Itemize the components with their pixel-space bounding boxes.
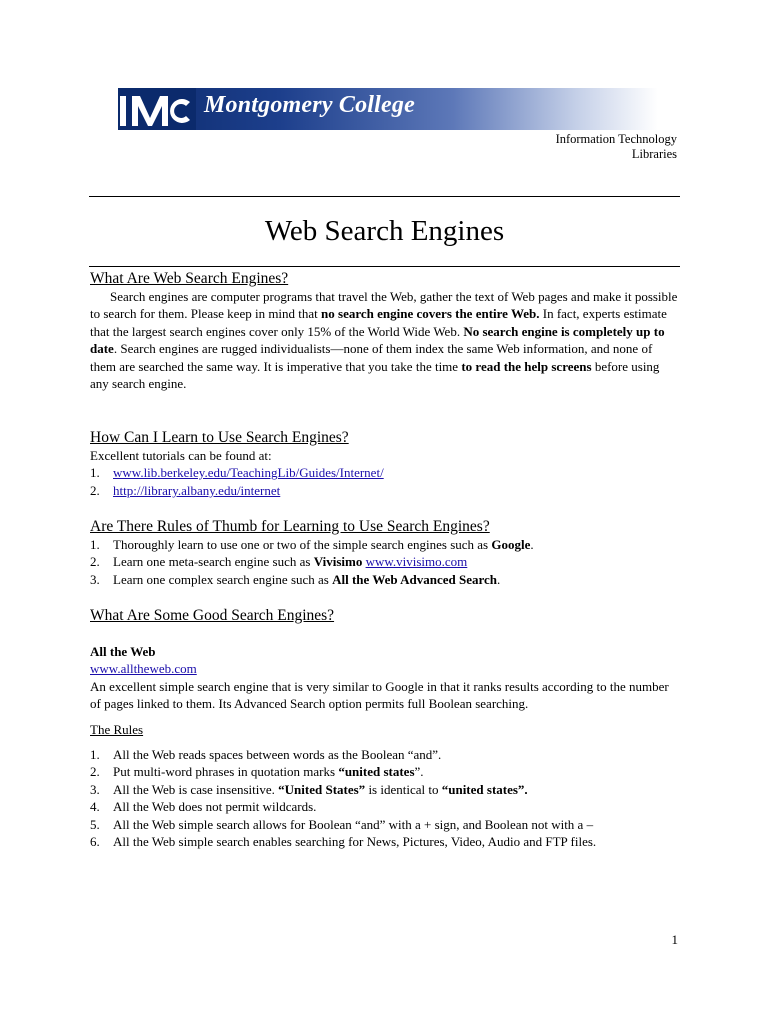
emphasis-text: Vivisimo [313,554,363,570]
title-rule-top [89,196,680,197]
intro-paragraph [90,288,680,392]
list-item [90,553,680,570]
engine-rules-list [90,746,680,850]
department-line-1: Information Technology [555,132,677,146]
emphasis-text: to read the help screens [461,358,592,374]
department-line-2: Libraries [631,147,677,161]
emphasis-text: No search engine is completely up to date [90,323,665,357]
rules-of-thumb-list [90,536,680,588]
list-number: 3. [90,781,100,797]
page-title: Web Search Engines [264,215,505,247]
tutorial-link-berkeley[interactable]: www.lib.berkeley.edu/TeachingLib/Guides/Internet/ [113,465,384,481]
list-text: . [497,571,501,587]
list-number: 4. [90,799,100,815]
section-good-engines [90,606,680,850]
list-number: 3. [90,571,100,587]
list-item [90,816,680,833]
list-text: All the Web is case insensitive. [113,781,279,797]
title-rule-bottom [89,266,680,267]
list-item [90,833,680,850]
list-item [90,798,680,815]
tutorial-list [90,464,680,499]
list-number: 5. [90,816,100,832]
list-number: 1. [90,537,100,552]
section-what-are [90,269,680,392]
section-heading: What Are Some Good Search Engines? [90,607,335,624]
list-text: . [530,537,534,552]
section-heading: How Can I Learn to Use Search Engines? [90,429,349,446]
college-logo-icon [118,88,196,130]
engine-name [90,643,680,660]
list-text: All the Web does not permit wildcards. [113,799,317,815]
emphasis-text: “United States” [278,781,366,797]
section-rules-of-thumb [90,517,680,588]
section-how-learn [90,428,680,499]
vivisimo-link[interactable]: www.vivisimo.com [365,554,468,570]
list-item [90,763,680,780]
engine-link-line [90,660,680,677]
list-item [90,571,680,588]
list-number: 1. [90,465,100,481]
engine-name-text: All the Web [90,644,156,659]
list-item [90,464,680,481]
engine-description: An excellent simple search engine that is very similar to Google in that it ranks results according to the number of pages linked to them. Its Advanced Search option permits full Boolean searching. [90,678,669,712]
paragraph-text: In fact, experts estimate that the largest search engines cover only 15% of the World Wide Web. [90,306,667,339]
list-item [90,781,680,798]
paragraph-text: before using any search engine. [90,358,660,392]
rules-subheading: The Rules [90,721,144,737]
list-item [90,482,680,499]
list-number: 6. [90,834,100,850]
list-number: 2. [90,554,100,570]
emphasis-text: “united states [338,764,415,780]
college-name: Montgomery College [204,92,415,118]
list-item [90,746,680,763]
section-heading: Are There Rules of Thumb for Learning to Use Search Engines? [90,518,490,535]
list-item [90,536,680,553]
list-text: Thoroughly learn to use one or two of the simple search engines such as [113,537,492,552]
list-text: All the Web reads spaces between words as the Boolean “and”. [113,747,442,763]
list-text: All the Web simple search allows for Boolean “and” with a + sign, and Boolean not with a – [113,816,594,832]
paragraph-text: . Search engines are rugged individualists—none of them index the same Web information, and none of them are searched the same way. It is imperative that you take the time [90,341,653,374]
list-text: All the Web simple search enables searching for News, Pictures, Video, Audio and FTP files. [113,834,597,850]
college-banner [118,88,658,130]
paragraph-text: Search engines are computer programs that travel the Web, gather the text of Web pages and make it possible to search for them. Please keep in mind that [90,289,678,322]
emphasis-text: no search engine covers the entire Web. [321,306,540,322]
list-number: 2. [90,482,100,498]
list-number: 1. [90,747,100,763]
list-text: Learn one complex search engine such as [113,571,333,587]
list-text: is identical to [365,781,442,797]
page-number: 1 [671,932,678,947]
emphasis-text: Google [491,537,531,552]
emphasis-text: “united states”. [441,781,528,797]
tutorial-link-albany[interactable]: http://library.albany.edu/internet [113,482,281,498]
list-text: Put multi-word phrases in quotation marks [113,764,339,780]
emphasis-text: All the Web Advanced Search [332,571,498,587]
department-info [556,132,677,162]
list-number: 2. [90,764,100,780]
tutorials-intro: Excellent tutorials can be found at: [90,448,272,463]
section-heading: What Are Web Search Engines? [90,270,289,287]
list-text: ”. [414,764,424,780]
list-text: Learn one meta-search engine such as [113,554,314,570]
alltheweb-link[interactable]: www.alltheweb.com [90,661,197,677]
